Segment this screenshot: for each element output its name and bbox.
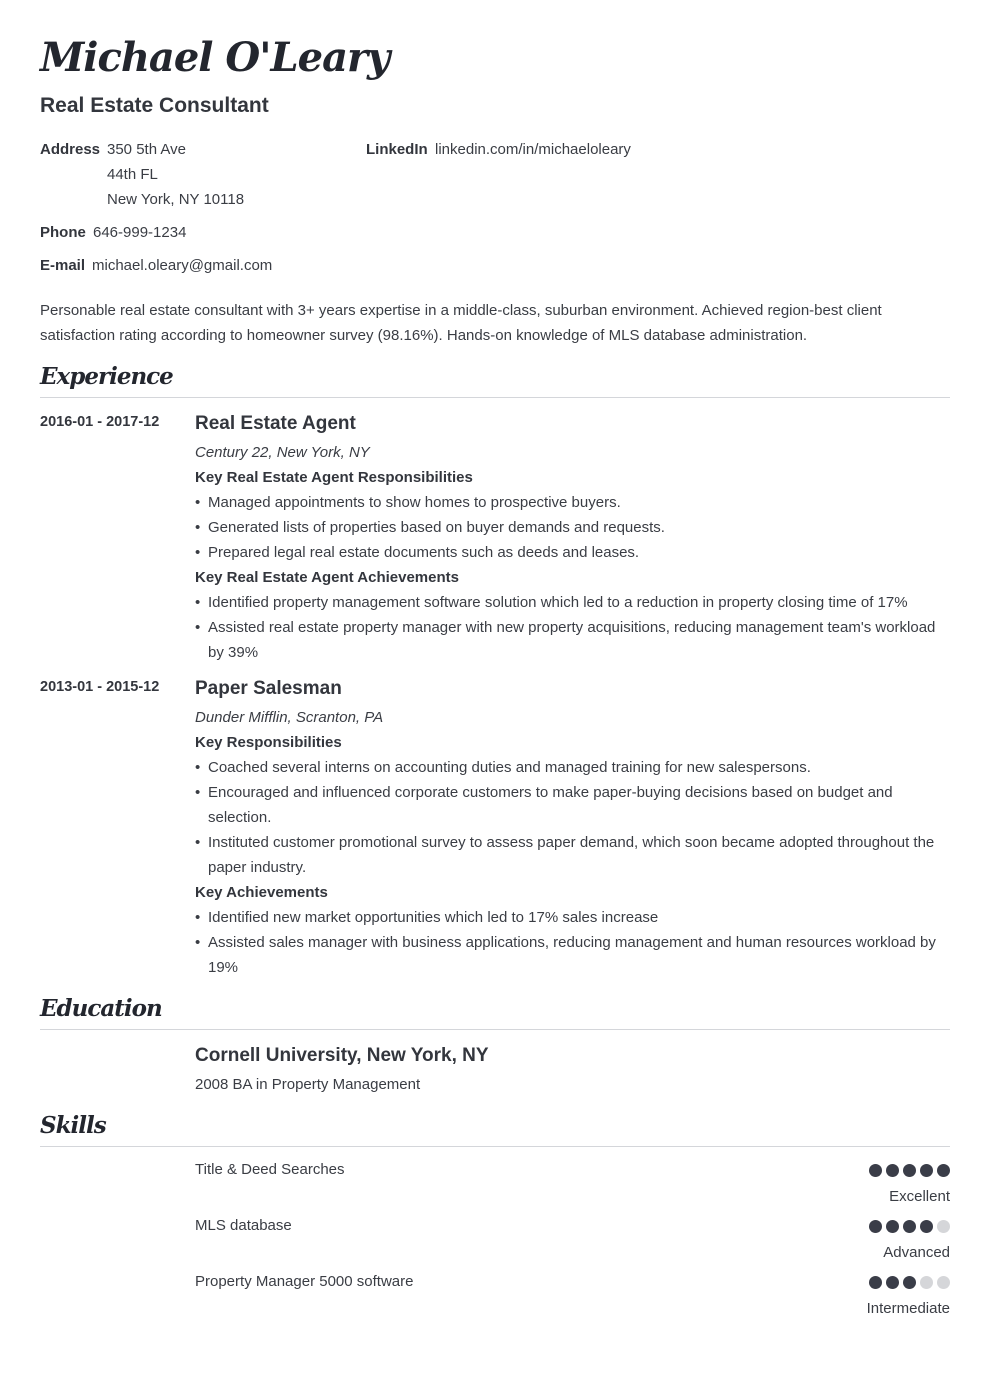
address-line-1: 350 5th Ave xyxy=(107,141,186,158)
rating-dot-empty xyxy=(920,1276,933,1289)
experience-heading: Experience xyxy=(40,363,173,390)
responsibilities-heading: Key Responsibilities xyxy=(195,734,342,751)
linkedin-label: LinkedIn xyxy=(366,141,428,158)
rating-dot-empty xyxy=(937,1220,950,1233)
list-item: • Assisted sales manager with business applications, reducing management and human resources workload by 19% xyxy=(195,930,940,980)
position-title: Paper Salesman xyxy=(195,678,342,699)
rating-dot-filled xyxy=(903,1220,916,1233)
responsibilities-list xyxy=(195,755,940,880)
skill-name: Title & Deed Searches xyxy=(195,1161,345,1178)
skill-level: Excellent xyxy=(889,1188,950,1205)
rating-dot-filled xyxy=(903,1276,916,1289)
phone-value: 646-999-1234 xyxy=(93,224,187,241)
responsibilities-heading: Key Real Estate Agent Responsibilities xyxy=(195,469,473,486)
experience-dates: 2016-01 - 2017-12 xyxy=(40,414,160,430)
skill-level: Advanced xyxy=(883,1244,950,1261)
skill-row xyxy=(195,1213,950,1263)
list-item: • Assisted real estate property manager with new property acquisitions, reducing management team's workload by 39% xyxy=(195,615,940,665)
experience-divider xyxy=(40,397,950,398)
rating-dot-empty xyxy=(937,1276,950,1289)
achievements-heading: Key Real Estate Agent Achievements xyxy=(195,569,459,586)
phone-label: Phone xyxy=(40,224,86,241)
rating-dot-filled xyxy=(869,1164,882,1177)
responsibilities-list xyxy=(195,490,940,565)
skill-name: Property Manager 5000 software xyxy=(195,1273,414,1290)
experience-entry xyxy=(195,412,940,665)
skill-row xyxy=(195,1157,950,1207)
rating-dot-filled xyxy=(886,1276,899,1289)
rating-dot-filled xyxy=(937,1164,950,1177)
list-item: • Identified new market opportunities which led to 17% sales increase xyxy=(195,905,940,930)
rating-dot-filled xyxy=(869,1276,882,1289)
rating-dot-filled xyxy=(903,1164,916,1177)
list-item: • Coached several interns on accounting duties and managed training for new salespersons. xyxy=(195,755,940,780)
skill-rating xyxy=(869,1220,950,1233)
company-location: Dunder Mifflin, Scranton, PA xyxy=(195,709,384,726)
profile-summary: Personable real estate consultant with 3+ years expertise in a middle-class, suburban environment. Achieved region-best client satisfaction rating according to homeowner survey (98.16%). Hands-on knowledge of MLS database administration. xyxy=(40,302,882,344)
achievements-list xyxy=(195,905,940,980)
experience-entry xyxy=(195,677,940,980)
rating-dot-filled xyxy=(920,1220,933,1233)
skill-rating xyxy=(869,1164,950,1177)
list-item: • Generated lists of properties based on buyer demands and requests. xyxy=(195,515,940,540)
skill-row xyxy=(195,1269,950,1319)
experience-dates: 2013-01 - 2015-12 xyxy=(40,679,160,695)
email-link[interactable]: michael.oleary@gmail.com xyxy=(92,257,273,274)
list-item: • Encouraged and influenced corporate customers to make paper-buying decisions based on budget and selection. xyxy=(195,780,940,830)
list-item: • Prepared legal real estate documents such as deeds and leases. xyxy=(195,540,940,565)
skill-level: Intermediate xyxy=(866,1300,950,1317)
achievements-list xyxy=(195,590,940,665)
job-title: Real Estate Consultant xyxy=(40,94,269,117)
position-title: Real Estate Agent xyxy=(195,413,356,434)
skill-rating xyxy=(869,1276,950,1289)
degree: 2008 BA in Property Management xyxy=(195,1076,421,1093)
address-line-2: 44th FL xyxy=(107,166,158,183)
list-item: • Identified property management software solution which led to a reduction in property closing time of 17% xyxy=(195,590,940,615)
email-label: E-mail xyxy=(40,257,86,274)
rating-dot-filled xyxy=(886,1220,899,1233)
achievements-heading: Key Achievements xyxy=(195,884,328,901)
skill-name: MLS database xyxy=(195,1217,292,1234)
candidate-name: Michael O'Leary xyxy=(40,34,390,81)
rating-dot-filled xyxy=(869,1220,882,1233)
education-heading: Education xyxy=(40,995,162,1022)
school-name: Cornell University, New York, NY xyxy=(195,1045,489,1066)
education-entry xyxy=(195,1044,940,1097)
skills-divider xyxy=(40,1146,950,1147)
list-item: • Managed appointments to show homes to prospective buyers. xyxy=(195,490,940,515)
skills-heading: Skills xyxy=(40,1112,106,1139)
linkedin-link[interactable]: linkedin.com/in/michaeloleary xyxy=(435,141,631,158)
rating-dot-filled xyxy=(886,1164,899,1177)
rating-dot-filled xyxy=(920,1164,933,1177)
address-label: Address xyxy=(40,141,101,158)
company-location: Century 22, New York, NY xyxy=(195,444,370,461)
address-line-3: New York, NY 10118 xyxy=(107,191,245,208)
education-divider xyxy=(40,1029,950,1030)
list-item: • Instituted customer promotional survey to assess paper demand, which soon became adopted throughout the paper industry. xyxy=(195,830,940,880)
